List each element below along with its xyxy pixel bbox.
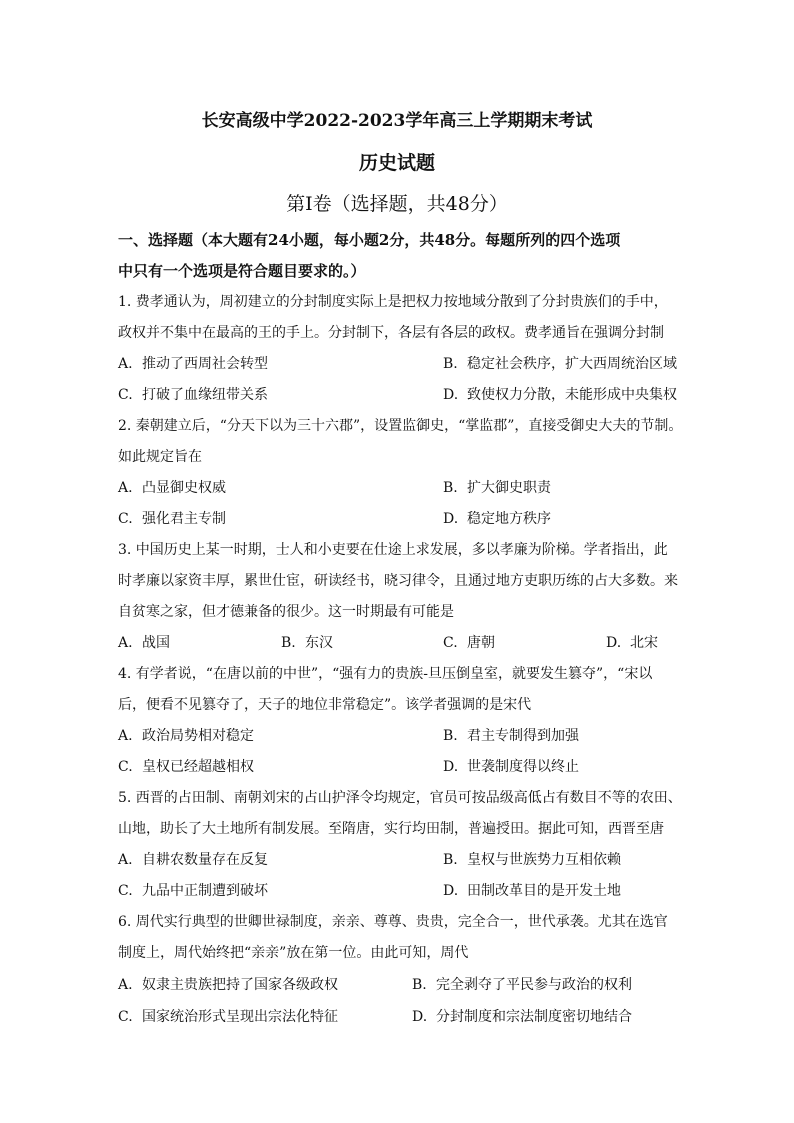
option-key: B. xyxy=(281,635,296,651)
option-text: 东汉 xyxy=(305,635,333,651)
option-d xyxy=(443,386,677,404)
option-b xyxy=(443,479,551,497)
option-d xyxy=(412,1008,632,1026)
option-key: A. xyxy=(118,852,133,868)
option-c xyxy=(118,1008,338,1026)
option-text: 国家统治形式呈现出宗法化特征 xyxy=(142,1009,338,1025)
option-key: A. xyxy=(118,635,133,651)
question-stem-line: 6. 周代实行典型的世卿世禄制度，亲亲、尊尊、贵贵，完全合一，世代承袭。尤其在选官 xyxy=(118,914,668,930)
option-c xyxy=(118,758,254,776)
option-key: D. xyxy=(443,387,459,403)
option-text: 战国 xyxy=(142,635,170,651)
option-a xyxy=(118,355,268,373)
section-instruction-line-2: 中只有一个选项是符合题目要求的。） xyxy=(118,262,366,280)
option-text: 完全剥夺了平民参与政治的权利 xyxy=(436,977,632,993)
question-stem-line: 自贫寒之家，但才德兼备的很少。这一时期最有可能是 xyxy=(118,604,454,620)
option-key: A. xyxy=(118,356,133,372)
option-text: 九品中正制遭到破坏 xyxy=(142,883,268,899)
part-title: 第Ⅰ卷（选择题，共48分） xyxy=(286,193,508,215)
option-text: 推动了西周社会转型 xyxy=(142,356,268,372)
option-key: B. xyxy=(412,977,427,993)
question-stem-line: 山地，助长了大土地所有制发展。至隋唐，实行均田制，普遍授田。据此可知，西晋至唐 xyxy=(118,821,664,837)
option-key: C. xyxy=(118,511,133,527)
option-key: B. xyxy=(443,728,458,744)
question-stem-line: 2. 秦朝建立后，“分天下以为三十六郡”，设置监御史，“掌监郡”，直接受御史大夫的节制。 xyxy=(118,418,683,434)
option-b xyxy=(443,851,621,869)
option-d xyxy=(443,758,579,776)
option-a xyxy=(118,479,226,497)
option-b xyxy=(281,634,333,652)
question-stem-line: 后，便看不见篡夺了，天子的地位非常稳定”。该学者强调的是宋代 xyxy=(118,697,532,713)
question-stem-line: 时孝廉以家资丰厚，累世仕宦，研读经书，晓习律令，且通过地方吏职历练的占大多数。来 xyxy=(118,573,678,589)
option-d xyxy=(443,510,551,528)
option-text: 打破了血缘纽带关系 xyxy=(142,387,268,403)
question-stem-line: 5. 西晋的占田制、南朝刘宋的占山护泽令均规定，官员可按品级高低占有数目不等的农田、 xyxy=(118,790,682,806)
option-c xyxy=(443,634,495,652)
option-text: 唐朝 xyxy=(467,635,495,651)
option-key: C. xyxy=(118,1009,133,1025)
option-b xyxy=(443,727,579,745)
option-text: 强化君主专制 xyxy=(142,511,226,527)
option-key: D. xyxy=(443,511,459,527)
option-text: 皇权已经超越相权 xyxy=(142,759,254,775)
option-key: A. xyxy=(118,480,133,496)
option-text: 奴隶主贵族把持了国家各级政权 xyxy=(142,977,338,993)
option-text: 世袭制度得以终止 xyxy=(467,759,579,775)
section-instruction-line-1: 一、选择题（本大题有24小题，每小题2分，共48分。每题所列的四个选项 xyxy=(118,231,621,249)
option-text: 政治局势相对稳定 xyxy=(142,728,254,744)
option-a xyxy=(118,976,338,994)
option-a xyxy=(118,727,254,745)
option-c xyxy=(118,882,268,900)
option-key: D. xyxy=(606,635,622,651)
option-key: C. xyxy=(118,883,133,899)
option-text: 致使权力分散，未能形成中央集权 xyxy=(467,387,677,403)
option-d xyxy=(443,882,621,900)
option-a xyxy=(118,851,268,869)
option-c xyxy=(118,386,268,404)
option-text: 分封制度和宗法制度密切地结合 xyxy=(436,1009,632,1025)
question-stem-line: 如此规定旨在 xyxy=(118,449,202,465)
option-text: 皇权与世族势力互相依赖 xyxy=(467,852,621,868)
option-text: 稳定地方秩序 xyxy=(467,511,551,527)
option-text: 凸显御史权威 xyxy=(142,480,226,496)
exam-title: 长安高级中学2022-2023学年高三上学期期末考试 xyxy=(201,111,593,131)
question-stem-line: 政权并不集中在最高的王的手上。分封制下，各层有各层的政权。费孝通旨在强调分封制 xyxy=(118,325,664,341)
option-key: C. xyxy=(118,759,133,775)
option-c xyxy=(118,510,226,528)
option-key: C. xyxy=(443,635,458,651)
option-d xyxy=(606,634,658,652)
option-a xyxy=(118,634,170,652)
option-b xyxy=(412,976,632,994)
option-key: D. xyxy=(443,883,459,899)
option-text: 君主专制得到加强 xyxy=(467,728,579,744)
option-text: 田制改革目的是开发土地 xyxy=(467,883,621,899)
option-key: A. xyxy=(118,977,133,993)
option-text: 北宋 xyxy=(630,635,658,651)
option-key: D. xyxy=(443,759,459,775)
question-stem-line: 4. 有学者说，“在唐以前的中世”，“强有力的贵族-旦压倒皇室，就要发生篡夺”，“宋以 xyxy=(118,666,653,682)
option-b xyxy=(443,355,677,373)
question-stem-line: 1. 费孝通认为，周初建立的分封制度实际上是把权力按地域分散到了分封贵族们的手中， xyxy=(118,294,668,310)
option-text: 扩大御史职责 xyxy=(467,480,551,496)
option-key: B. xyxy=(443,480,458,496)
option-text: 自耕农数量存在反复 xyxy=(142,852,268,868)
subject-title: 历史试题 xyxy=(358,152,435,174)
option-key: C. xyxy=(118,387,133,403)
option-key: B. xyxy=(443,356,458,372)
question-stem-line: 3. 中国历史上某一时期，士人和小吏要在仕途上求发展，多以孝廉为阶梯。学者指出，此 xyxy=(118,542,668,558)
question-stem-line: 制度上，周代始终把“亲亲”放在第一位。由此可知，周代 xyxy=(118,945,469,961)
option-key: B. xyxy=(443,852,458,868)
option-text: 稳定社会秩序，扩大西周统治区域 xyxy=(467,356,677,372)
option-key: A. xyxy=(118,728,133,744)
option-key: D. xyxy=(412,1009,428,1025)
